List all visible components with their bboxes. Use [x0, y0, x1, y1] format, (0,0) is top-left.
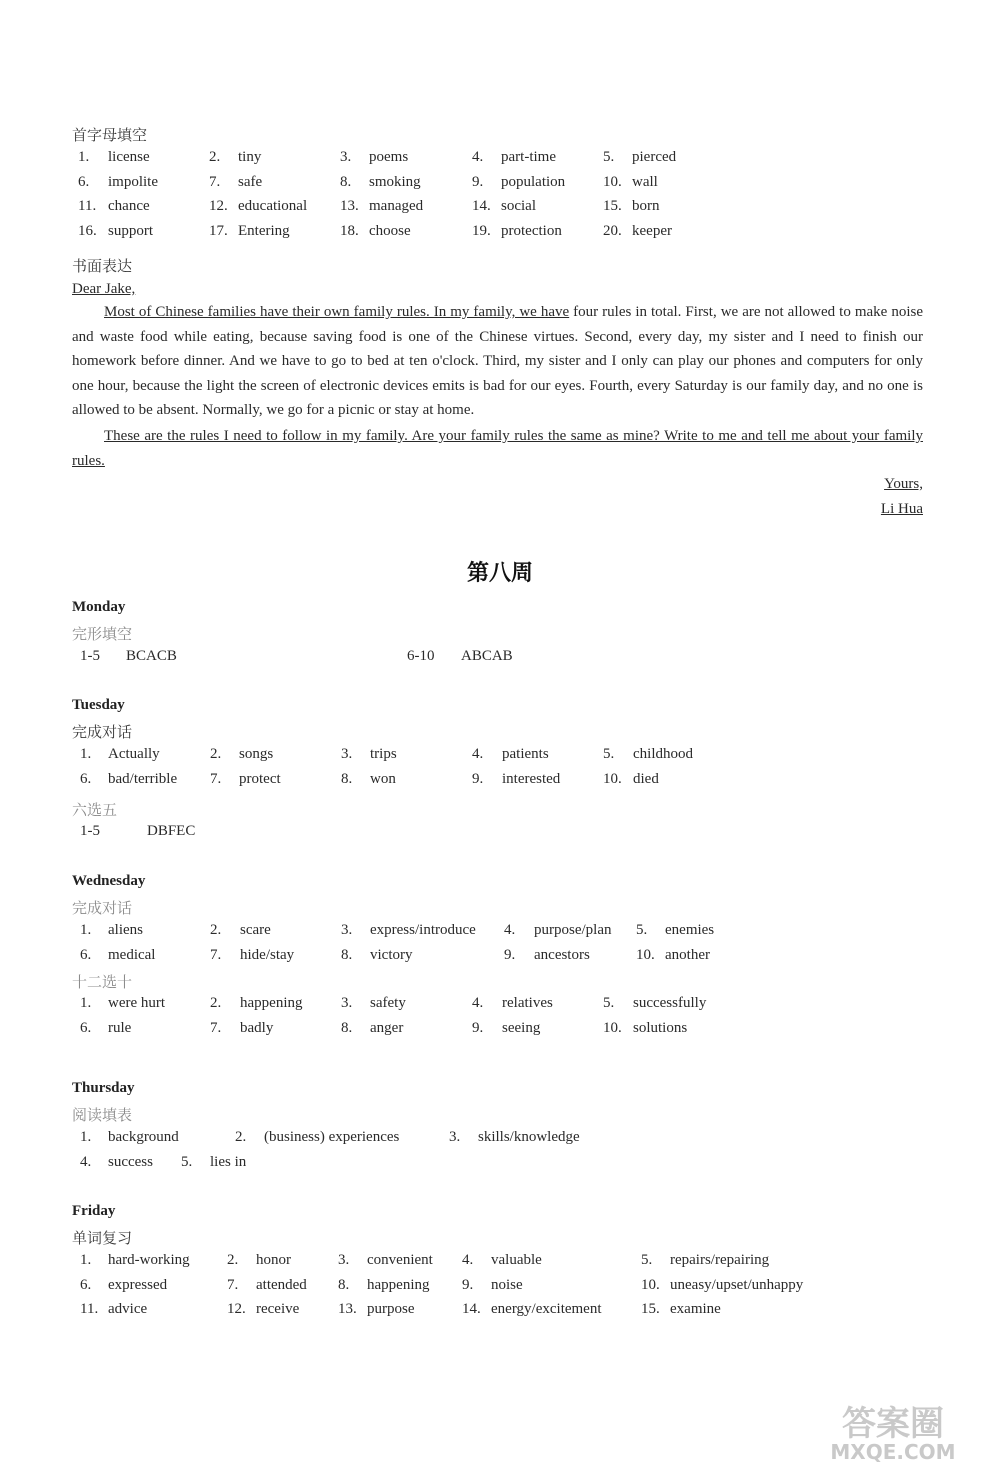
answer-text: expressed: [108, 1276, 168, 1293]
answer-text: energy/excitement: [491, 1301, 602, 1317]
letter-signature: Li Hua: [880, 501, 923, 517]
answer-number: 15.: [603, 198, 622, 214]
answer-row: [0, 1301, 1000, 1323]
answer-number: 19.: [472, 222, 491, 239]
watermark-line2: MXQE.COM: [830, 1440, 956, 1464]
answer-number: 5.: [636, 922, 648, 938]
answer-number: 4.: [472, 995, 484, 1011]
answer-row: [0, 1020, 1000, 1042]
answer-text: choose: [369, 222, 411, 239]
answer-text: protect: [239, 770, 281, 787]
answer-number: 7.: [210, 770, 222, 787]
answer-text: population: [501, 173, 566, 190]
answer-number: 3.: [341, 922, 353, 938]
answer-number: 1.: [80, 1252, 92, 1268]
answer-number: 14.: [472, 198, 491, 214]
answer-number: 18.: [340, 222, 359, 239]
answer-text: hard-working: [108, 1252, 190, 1268]
answer-number: 2.: [209, 149, 221, 165]
watermark-line1: 答案圈: [842, 1404, 944, 1444]
answer-number: 7.: [210, 1019, 222, 1036]
answer-text: success: [108, 1153, 153, 1170]
answer-row: [0, 149, 1000, 171]
answer-text: (business) experiences: [264, 1129, 400, 1145]
answer-number: 11.: [78, 198, 97, 214]
answer-text: interested: [502, 770, 561, 787]
answer-number: 5.: [603, 149, 615, 165]
answer-number: 6.: [80, 946, 92, 963]
answer-text: won: [370, 770, 396, 787]
week-title: 第八周: [466, 560, 533, 585]
answer-number: 7.: [227, 1276, 239, 1293]
answer-number: 9.: [472, 1019, 484, 1036]
answer-text: social: [501, 198, 536, 214]
letter-closing: Yours,: [884, 476, 923, 492]
answer-text: happening: [240, 995, 303, 1011]
answer-text: lies in: [210, 1153, 247, 1170]
answer-number: 2.: [210, 995, 222, 1011]
answer-text: honor: [256, 1252, 291, 1268]
wednesday-twelve-choose-ten-title: 十二选十: [72, 975, 133, 991]
answer-text: solutions: [633, 1019, 688, 1036]
day-wednesday: Wednesday: [72, 873, 146, 889]
answer-number: 8.: [341, 946, 353, 963]
answer-text: childhood: [633, 746, 693, 762]
answer-text: born: [632, 198, 660, 214]
answer-text: receive: [256, 1301, 300, 1317]
answer-number: 9.: [462, 1276, 474, 1293]
answer-number: 6.: [80, 1019, 92, 1036]
answer-text: convenient: [367, 1252, 433, 1268]
tuesday-answers: DBFEC: [147, 823, 196, 839]
answer-number: 2.: [210, 922, 222, 938]
answer-row: [0, 771, 1000, 793]
answer-row: [0, 174, 1000, 196]
answer-text: ancestors: [534, 946, 590, 963]
monday-answers-a: BCACB: [126, 648, 177, 664]
answer-text: another: [665, 946, 710, 963]
answer-text: aliens: [108, 922, 143, 938]
answer-number: 6.: [80, 770, 92, 787]
answer-text: successfully: [633, 995, 707, 1011]
answer-text: rule: [108, 1019, 132, 1036]
answer-text: tiny: [238, 149, 262, 165]
answer-number: 14.: [462, 1301, 481, 1317]
answer-text: anger: [370, 1019, 404, 1036]
day-monday: Monday: [72, 599, 126, 615]
answer-text: bad/terrible: [108, 770, 178, 787]
answer-number: 17.: [209, 222, 228, 239]
answer-text: died: [633, 770, 659, 787]
answer-text: songs: [239, 746, 274, 762]
answer-text: part-time: [501, 149, 556, 165]
answer-number: 8.: [341, 1019, 353, 1036]
answer-text: medical: [108, 946, 156, 963]
answer-text: chance: [108, 198, 150, 214]
answer-text: examine: [670, 1301, 721, 1317]
letter-greeting: Dear Jake,: [72, 281, 136, 297]
answer-number: 2.: [235, 1129, 247, 1145]
day-thursday: Thursday: [72, 1080, 135, 1096]
monday-range-b: 6-10: [407, 648, 435, 664]
answer-text: patients: [502, 746, 549, 762]
answer-number: 12.: [209, 198, 228, 214]
answer-number: 13.: [338, 1301, 357, 1317]
answer-number: 3.: [341, 746, 353, 762]
answer-number: 9.: [472, 173, 484, 190]
answer-number: 1.: [80, 922, 92, 938]
answer-text: safety: [370, 995, 406, 1011]
answer-number: 12.: [227, 1301, 246, 1317]
answer-number: 3.: [338, 1252, 350, 1268]
section-title-writing: 书面表达: [72, 259, 133, 275]
answer-text: advice: [108, 1301, 148, 1317]
tuesday-six-choose-five-title: 六选五: [72, 803, 118, 819]
tuesday-range: 1-5: [80, 823, 100, 839]
answer-number: 4.: [80, 1153, 92, 1170]
answer-text: wall: [632, 173, 658, 190]
answer-text: poems: [369, 149, 409, 165]
tuesday-dialogue-title: 完成对话: [72, 725, 133, 741]
friday-vocab-title: 单词复习: [72, 1231, 133, 1247]
answer-number: 2.: [227, 1252, 239, 1268]
answer-number: 5.: [603, 746, 615, 762]
day-tuesday: Tuesday: [72, 697, 125, 713]
monday-answers-b: ABCAB: [461, 648, 513, 664]
answer-text: skills/knowledge: [478, 1129, 580, 1145]
answer-text: smoking: [369, 173, 421, 190]
answer-text: uneasy/upset/unhappy: [670, 1276, 804, 1293]
answer-number: 3.: [341, 995, 353, 1011]
answer-text: badly: [240, 1019, 274, 1036]
answer-row: [0, 1252, 1000, 1274]
answer-number: 20.: [603, 222, 622, 239]
answer-number: 10.: [641, 1276, 660, 1293]
answer-text: protection: [501, 222, 562, 239]
answer-number: 8.: [341, 770, 353, 787]
answer-number: 1.: [80, 1129, 92, 1145]
answer-row: [0, 1154, 1000, 1176]
answer-text: were hurt: [108, 995, 166, 1011]
answer-text: enemies: [665, 922, 715, 938]
answer-number: 7.: [210, 946, 222, 963]
answer-text: repairs/repairing: [670, 1252, 770, 1268]
answer-number: 10.: [603, 173, 622, 190]
answer-text: happening: [367, 1276, 430, 1293]
answer-number: 4.: [504, 922, 516, 938]
answer-number: 1.: [78, 149, 90, 165]
answer-row: [0, 1129, 1000, 1151]
answer-number: 8.: [340, 173, 352, 190]
watermark-logo-icon: [798, 1397, 988, 1465]
answer-number: 4.: [472, 746, 484, 762]
answer-number: 10.: [636, 946, 655, 963]
answer-text: license: [108, 149, 150, 165]
answer-text: managed: [369, 198, 424, 214]
answer-row: [0, 223, 1000, 245]
answer-text: attended: [256, 1276, 307, 1293]
answer-number: 1.: [80, 746, 92, 762]
answer-row: [0, 198, 1000, 220]
answer-row: [0, 995, 1000, 1017]
answer-text: noise: [491, 1276, 523, 1293]
answer-number: 5.: [603, 995, 615, 1011]
answer-text: safe: [238, 173, 263, 190]
wednesday-dialogue-title: 完成对话: [72, 901, 133, 917]
answer-number: 16.: [78, 222, 97, 239]
answer-text: educational: [238, 198, 308, 214]
answer-number: 1.: [80, 995, 92, 1011]
answer-number: 5.: [641, 1252, 653, 1268]
day-friday: Friday: [72, 1203, 116, 1219]
answer-number: 11.: [80, 1301, 99, 1317]
answer-text: support: [108, 222, 153, 239]
answer-row: [0, 947, 1000, 969]
answer-number: 7.: [209, 173, 221, 190]
answer-number: 10.: [603, 1019, 622, 1036]
answer-text: victory: [370, 946, 413, 963]
answer-number: 2.: [210, 746, 222, 762]
letter-paragraph-1-underlined: Most of Chinese families have their own family rules. In my family, we have: [104, 304, 570, 320]
thursday-table-title: 阅读填表: [72, 1108, 133, 1124]
monday-range-a: 1-5: [80, 648, 100, 664]
answer-row: [0, 746, 1000, 768]
answer-text: trips: [370, 746, 397, 762]
answer-row: [0, 922, 1000, 944]
letter-paragraph-1: [72, 300, 923, 423]
answer-text: impolite: [108, 173, 158, 190]
answer-text: purpose: [367, 1301, 415, 1317]
answer-text: pierced: [632, 149, 677, 165]
answer-number: 13.: [340, 198, 359, 214]
answer-text: purpose/plan: [534, 922, 612, 938]
letter-paragraph-1-body: four rules in total. First, we are not allowed to make noise and waste food while eating, because saving food is one of the Chinese virtues. Second, every day, my sister and I need to finish our homework before dinner. And we have to go to bed at ten o'clock. Third, my sister and I only can play our phones and computers for only one hour, because the light the screen of electronic devices emits is bad for our eyes. Fourth, every Saturday is our family day, and no one is allowed to be absent. Normally, we go for a picnic or stay at home.: [72, 304, 923, 419]
answer-number: 6.: [78, 173, 90, 190]
watermark-logo: [798, 1397, 988, 1465]
answer-row: [0, 1277, 1000, 1299]
answer-text: keeper: [632, 222, 672, 239]
answer-number: 4.: [462, 1252, 474, 1268]
answer-number: 3.: [340, 149, 352, 165]
answer-number: 9.: [472, 770, 484, 787]
answer-number: 9.: [504, 946, 516, 963]
answer-text: scare: [240, 922, 271, 938]
answer-text: relatives: [502, 995, 553, 1011]
answer-number: 6.: [80, 1276, 92, 1293]
answer-text: Entering: [238, 222, 290, 239]
answer-number: 5.: [181, 1153, 193, 1170]
answer-text: seeing: [502, 1019, 541, 1036]
letter-paragraph-2: These are the rules I need to follow in my family. Are your family rules the same as mine? Write to me and tell me about your family rules.: [72, 428, 923, 469]
section-title-initial-letter: 首字母填空: [72, 128, 148, 144]
answer-number: 15.: [641, 1301, 660, 1317]
answer-number: 10.: [603, 770, 622, 787]
answer-number: 3.: [449, 1129, 461, 1145]
answer-text: valuable: [491, 1252, 542, 1268]
answer-text: express/introduce: [370, 922, 476, 938]
answer-text: Actually: [108, 746, 160, 762]
monday-cloze-title: 完形填空: [72, 627, 133, 643]
answer-text: background: [108, 1129, 179, 1145]
answer-number: 4.: [472, 149, 484, 165]
answer-text: hide/stay: [240, 946, 295, 963]
answer-number: 8.: [338, 1276, 350, 1293]
